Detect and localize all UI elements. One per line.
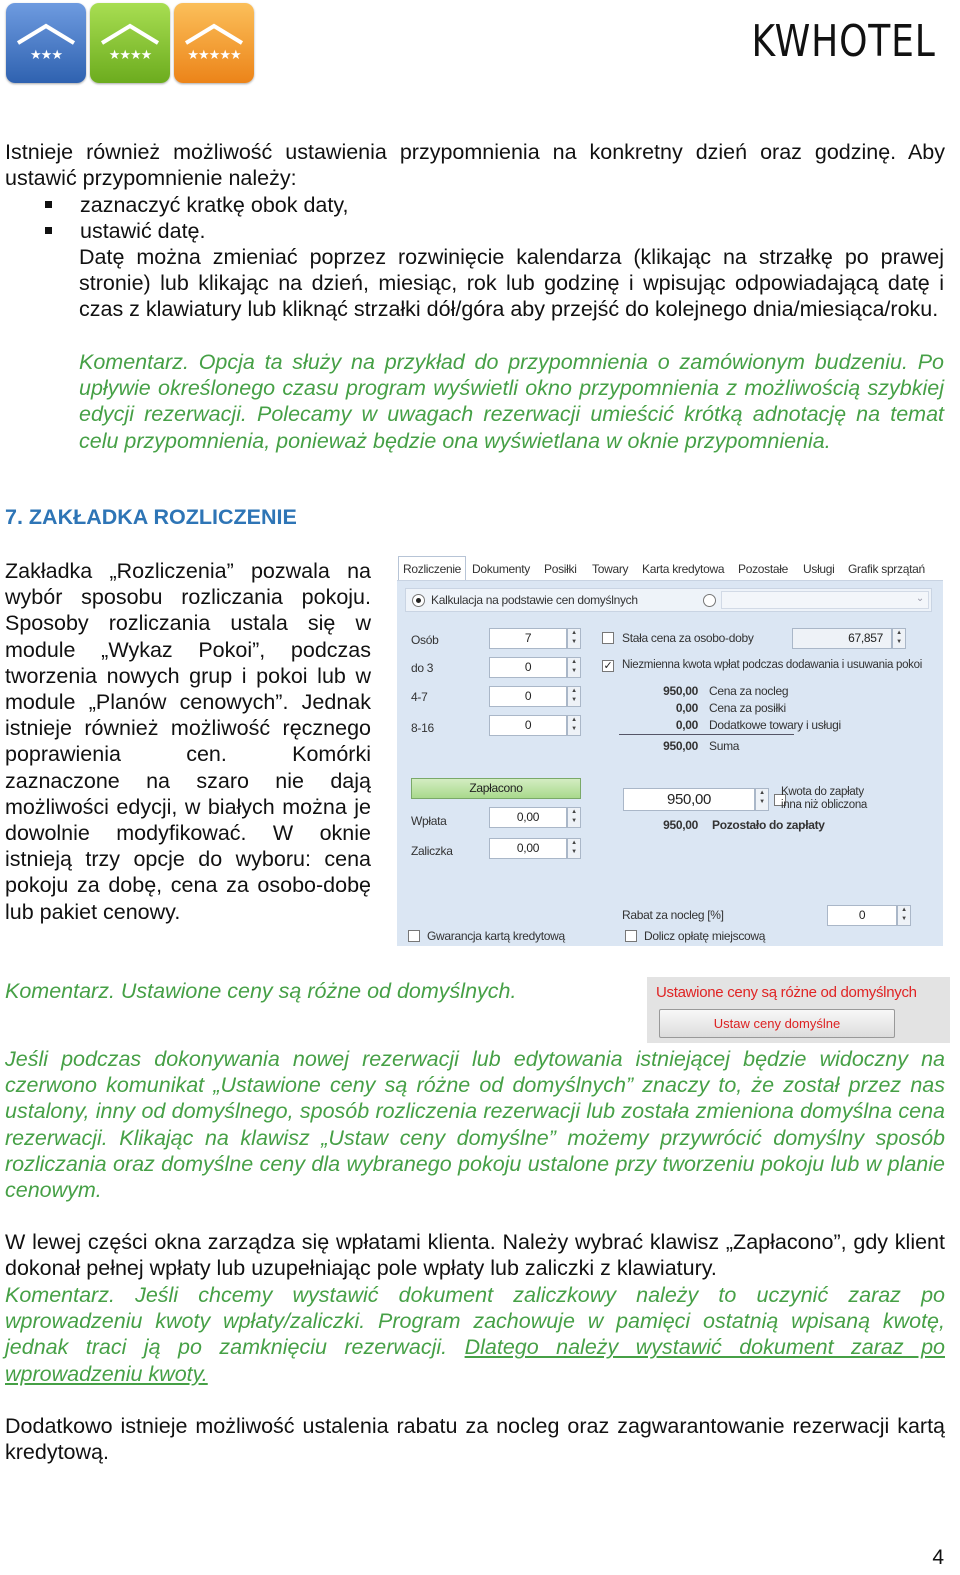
settlement-dialog bbox=[397, 556, 943, 946]
logo-3-stars bbox=[6, 3, 86, 83]
tab-dokumenty[interactable]: Dokumenty bbox=[472, 562, 530, 576]
children-4-7-field[interactable]: 0 bbox=[489, 686, 567, 707]
children-8-16-label: 8-16 bbox=[411, 721, 434, 735]
tab-bar bbox=[397, 556, 943, 581]
brand-title: KWHOTEL bbox=[751, 16, 936, 67]
comment-reminder: Komentarz. Opcja ta służy na przykład do przypomnienia o zamówionym budzeniu. Po upływie określonego czasu program wyświetli okno przypomnienia z możliwością szybkiej edycji rezerwacji. Polecamy w uwagach rezerwacji umieścić krótką adnotację na temat celu przypomnienia, ponieważ będzie ona wyświetlana w oknie przypomnienia. bbox=[79, 350, 944, 453]
children-0-3-label: do 3 bbox=[411, 661, 434, 675]
remaining-value: 950,00 bbox=[663, 818, 698, 832]
advance-document-note: Dlatego należy wystawić dokument zaraz po wprowadzeniu kwoty. bbox=[5, 1335, 945, 1386]
children-4-7-stepper[interactable]: ▲ ▼ bbox=[567, 686, 581, 707]
tab-karta-kredytowa[interactable]: Karta kredytowa bbox=[642, 562, 725, 576]
pricing-default-label: Kalkulacja na podstawie cen domyślnych bbox=[431, 593, 638, 607]
bullet-icon bbox=[45, 227, 52, 234]
guarantee-checkbox[interactable] bbox=[408, 930, 420, 942]
guarantee-label: Gwarancja kartą kredytową bbox=[427, 929, 565, 943]
bullet-icon bbox=[45, 201, 52, 208]
tab-grafik-sprzatan[interactable]: Grafik sprzątań bbox=[848, 562, 925, 576]
date-instructions: Datę można zmieniać poprzez rozwinięcie kalendarza (klikając na strzałkę po prawej stronie) lub klikając na dzień, miesiąc, rok lub godzinę i wpisując odpowiadającą datę i czas z klawiatury lub kliknąć strzałki dół/góra aby przejść do kolejnego dnia/miesiąca/roku. bbox=[79, 245, 944, 322]
price-warning-text: Ustawione ceny są różne od domyślnych bbox=[656, 984, 917, 1001]
pricing-other-radio[interactable] bbox=[703, 594, 716, 607]
pricing-option-row bbox=[405, 588, 932, 612]
local-fee-checkbox[interactable] bbox=[625, 930, 637, 942]
unchanged-amount-checkbox[interactable]: ✓ bbox=[603, 660, 613, 672]
custom-amount-label: Kwota do zapłaty inna niż obliczona bbox=[781, 786, 868, 811]
fixed-price-checkbox[interactable] bbox=[602, 632, 614, 644]
bullet-list bbox=[5, 192, 945, 244]
remaining-label: Pozostało do zapłaty bbox=[712, 818, 825, 832]
meals-price-label: Cena za posiłki bbox=[709, 701, 786, 715]
roof-icon bbox=[16, 23, 76, 45]
pricing-default-radio[interactable] bbox=[412, 594, 425, 607]
intro-paragraph: Istnieje również możliwość ustawienia przypomnienia na konkretny dzień oraz godzinę. Aby ustawić przypomnienie należy: bbox=[5, 140, 945, 191]
stars-rating: ★★★ bbox=[30, 48, 62, 63]
final-paragraph: Dodatkowo istnieje możliwość ustalenia rabatu za nocleg oraz zagwarantowanie rezerwacji kartą kredytową. bbox=[5, 1414, 945, 1465]
paid-button[interactable]: Zapłacono bbox=[411, 778, 581, 799]
room-price-label: Cena za nocleg bbox=[709, 684, 789, 698]
guests-field[interactable]: 7 bbox=[489, 628, 567, 649]
total-value: 950,00 bbox=[663, 739, 698, 753]
advance-label: Zaliczka bbox=[411, 844, 453, 858]
extras-price-value: 0,00 bbox=[675, 718, 698, 732]
fixed-price-label: Stała cena za osobo-doby bbox=[622, 631, 754, 645]
chevron-down-icon: ⌄ bbox=[915, 593, 924, 604]
pricing-select[interactable] bbox=[721, 591, 929, 609]
logo-5-stars bbox=[174, 3, 254, 83]
set-default-prices-button[interactable]: Ustaw ceny domyślne bbox=[659, 1009, 895, 1038]
tab-posilki[interactable]: Posiłki bbox=[544, 562, 577, 576]
summary-divider bbox=[619, 734, 794, 735]
roof-icon bbox=[184, 23, 244, 45]
comment-default-prices: Komentarz. Ustawione ceny są różne od domyślnych. bbox=[5, 979, 517, 1003]
extras-price-label: Dodatkowe towary i usługi bbox=[709, 718, 841, 732]
payment-label: Wpłata bbox=[411, 814, 447, 828]
advance-field[interactable]: 0,00 bbox=[489, 838, 567, 859]
children-0-3-field[interactable]: 0 bbox=[489, 657, 567, 678]
total-label: Suma bbox=[709, 739, 740, 753]
advance-stepper[interactable]: ▲ ▼ bbox=[567, 838, 581, 859]
children-4-7-label: 4-7 bbox=[411, 690, 428, 704]
logo-4-stars bbox=[90, 3, 170, 83]
settlement-description: Zakładka „Rozliczenia” pozwala na wybór sposobu rozliczania pokoju. Sposoby rozliczania ustala się w module „Wykaz Pokoi”, podczas tworzenia nowych grup i pokoi lub w module „Planów cenowych”. Jednak istnieje również możliwość ręcznego poprawienia cen. Komórki zaznaczone na szaro nie dają możliwości edycji, w białych można je dowolnie modyfikować. W oknie istnieją trzy opcje do wyboru: cena pokoju za dobę, cena za osobo-dobę lub pakiet cenowy. bbox=[5, 559, 371, 924]
meals-price-value: 0,00 bbox=[675, 701, 698, 715]
tab-towary[interactable]: Towary bbox=[592, 562, 629, 576]
roof-icon bbox=[100, 23, 160, 45]
tab-rozliczenie[interactable]: Rozliczenie bbox=[398, 556, 466, 580]
discount-stepper[interactable]: ▲ ▼ bbox=[897, 905, 911, 926]
guests-label: Osób bbox=[411, 633, 439, 647]
children-8-16-stepper[interactable]: ▲ ▼ bbox=[567, 715, 581, 736]
list-item: ustawić datę. bbox=[5, 218, 945, 244]
price-warning-panel bbox=[647, 977, 950, 1043]
unchanged-amount-label: Niezmienna kwota wpłat podczas dodawania i usuwania pokoi bbox=[622, 659, 922, 671]
payments-paragraph: W lewej części okna zarządza się wpłatami klienta. Należy wybrać klawisz „Zapłacono”, gdy klient dokonał pełnej wpłaty lub uzupełniając pole wpłaty lub zaliczki z klawiatury. bbox=[5, 1230, 945, 1281]
stars-rating: ★★★★ bbox=[108, 48, 152, 63]
tab-uslugi[interactable]: Usługi bbox=[803, 562, 835, 576]
stars-rating: ★★★★★ bbox=[187, 48, 241, 63]
list-item: zaznaczyć kratkę obok daty, bbox=[5, 192, 945, 218]
comment-advance-document: Komentarz. Jeśli chcemy wystawić dokument zaliczkowy należy to uczynić zaraz po wprowadzeniu kwoty wpłaty/zaliczki. Program zachowuje w pamięci ostatnią wpisaną kwotę, jednak traci ją po zamknięciu rezerwacji. Dlatego należy wystawić dokument zaraz po wprowadzeniu kwoty. bbox=[5, 1283, 945, 1386]
amount-to-pay-field[interactable]: 950,00 bbox=[623, 788, 755, 811]
payment-stepper[interactable]: ▲ ▼ bbox=[567, 807, 581, 828]
comment-default-prices-detail: Jeśli podczas dokonywania nowej rezerwacji lub edytowania istniejącej będzie widoczny na czerwono komunikat „Ustawione ceny są różne od domyślnych” znaczy to, że został przez nas ustalony, inny od domyślnego, sposób rozliczenia rezerwacji lub została zmieniona domyślna cena rezerwacji. Klikając na klawisz „Ustaw ceny domyślne” możemy przywrócić domyślny sposób rozliczania oraz domyślne ceny dla wybranego pokoju ustalone przy tworzeniu pokoju lub w planie cenowym. bbox=[5, 1047, 945, 1203]
discount-field[interactable]: 0 bbox=[827, 905, 897, 926]
tab-pozostale[interactable]: Pozostałe bbox=[738, 562, 788, 576]
discount-label: Rabat za nocleg [%] bbox=[622, 908, 724, 922]
local-fee-label: Dolicz opłatę miejscową bbox=[644, 929, 766, 943]
amount-to-pay-stepper[interactable]: ▲ ▼ bbox=[755, 788, 769, 811]
room-price-value: 950,00 bbox=[663, 684, 698, 698]
section-heading: 7. ZAKŁADKA ROZLICZENIE bbox=[5, 505, 297, 529]
children-0-3-stepper[interactable]: ▲ ▼ bbox=[567, 657, 581, 678]
page-number: 4 bbox=[932, 1546, 944, 1569]
children-8-16-field[interactable]: 0 bbox=[489, 715, 567, 736]
payment-field[interactable]: 0,00 bbox=[489, 807, 567, 828]
guests-stepper[interactable]: ▲ ▼ bbox=[567, 628, 581, 649]
fixed-price-field[interactable]: 67,857 bbox=[792, 628, 892, 649]
fixed-price-stepper[interactable]: ▲ ▼ bbox=[892, 628, 906, 649]
